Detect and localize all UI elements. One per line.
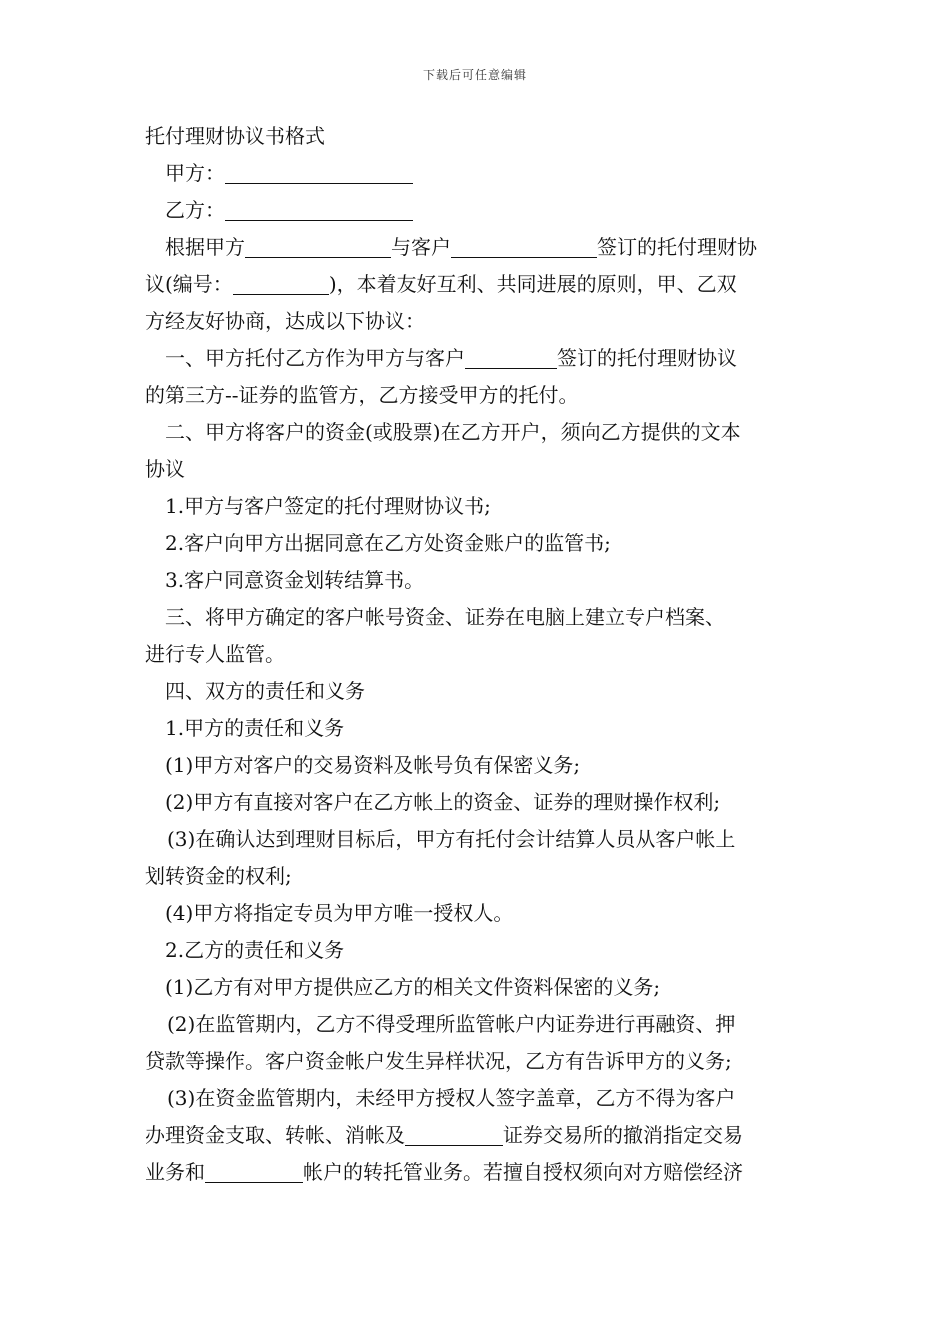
section-4-2-item-2-line-1: (2)在监管期内，乙方不得受理所监管帐户内证券进行再融资、押 bbox=[167, 1012, 736, 1036]
section-4-2-item-1: (1)乙方有对甲方提供应乙方的相关文件资料保密的义务; bbox=[165, 975, 661, 999]
party-b-label: 乙方： bbox=[165, 198, 225, 222]
section-4-1-item-1: (1)甲方对客户的交易资料及帐号负有保密义务; bbox=[165, 753, 581, 777]
section-3-line-1: 三、将甲方确定的客户帐号资金、证券在电脑上建立专户档案、 bbox=[165, 605, 725, 629]
text-segment: 证券交易所的撤消指定交易 bbox=[503, 1123, 743, 1147]
section-4-1-item-4: (4)甲方将指定专员为甲方唯一授权人。 bbox=[165, 901, 514, 925]
party-a-name-blank bbox=[245, 235, 391, 258]
text-segment: 根据甲方 bbox=[165, 235, 245, 259]
section-4-1-item-3-line-2: 划转资金的权利; bbox=[145, 864, 292, 888]
section-4-heading: 四、双方的责任和义务 bbox=[165, 679, 365, 703]
party-a-label: 甲方： bbox=[165, 161, 225, 185]
client-blank bbox=[465, 346, 557, 369]
account-blank bbox=[205, 1160, 303, 1183]
party-a-line bbox=[145, 155, 810, 192]
section-2-item-2: 2.客户向甲方出据同意在乙方处资金账户的监管书; bbox=[165, 531, 611, 555]
section-1-line-2: 的第三方--证券的监管方，乙方接受甲方的托付。 bbox=[145, 383, 579, 407]
text-segment: 办理资金支取、转帐、消帐及 bbox=[145, 1123, 405, 1147]
section-4-2-item-3-line-1: (3)在资金监管期内，未经甲方授权人签字盖章，乙方不得为客户 bbox=[167, 1086, 736, 1110]
doc-title: 托付理财协议书格式 bbox=[145, 124, 325, 148]
paragraph-intro-line-2 bbox=[145, 266, 810, 303]
section-4-1-item-2: (2)甲方有直接对客户在乙方帐上的资金、证券的理财操作权利; bbox=[165, 790, 721, 814]
section-2-item-1: 1.甲方与客户签定的托付理财协议书; bbox=[165, 494, 491, 518]
text-segment: 与客户 bbox=[391, 235, 451, 259]
section-2-line-2: 协议 bbox=[145, 457, 185, 481]
section-2-line-1: 二、甲方将客户的资金(或股票)在乙方开户，须向乙方提供的文本 bbox=[165, 420, 741, 444]
section-4-2-item-3-line-3 bbox=[145, 1154, 810, 1191]
section-3-line-2: 进行专人监管。 bbox=[145, 642, 285, 666]
paragraph-intro-line-1 bbox=[145, 229, 810, 266]
section-4-2-item-2-line-2: 贷款等操作。客户资金帐户发生异样状况，乙方有告诉甲方的义务; bbox=[145, 1049, 732, 1073]
text-segment: 业务和 bbox=[145, 1160, 205, 1184]
agreement-number-blank bbox=[233, 272, 329, 295]
client-name-blank bbox=[451, 235, 597, 258]
section-4-2-heading: 2.乙方的责任和义务 bbox=[165, 938, 345, 962]
section-2-item-3: 3.客户同意资金划转结算书。 bbox=[165, 568, 425, 592]
party-a-blank bbox=[225, 161, 413, 184]
section-4-1-item-3-line-1: (3)在确认达到理财目标后，甲方有托付会计结算人员从客户帐上 bbox=[167, 827, 736, 851]
section-1-line-1 bbox=[145, 340, 810, 377]
party-b-blank bbox=[225, 198, 413, 221]
page-header: 下载后可任意编辑 bbox=[422, 68, 527, 82]
text-segment: 一、甲方托付乙方作为甲方与客户 bbox=[165, 346, 465, 370]
exchange-blank bbox=[405, 1123, 503, 1146]
section-4-2-item-3-line-2 bbox=[145, 1117, 810, 1154]
paragraph-intro-line-3: 方经友好协商，达成以下协议： bbox=[145, 309, 425, 333]
document-body bbox=[145, 118, 810, 1191]
text-segment: 帐户的转托管业务。若擅自授权须向对方赔偿经济 bbox=[303, 1160, 743, 1184]
party-b-line bbox=[145, 192, 810, 229]
text-segment: )，本着友好互利、共同进展的原则，甲、乙双 bbox=[328, 272, 737, 296]
text-segment: 议(编号： bbox=[145, 272, 233, 296]
text-segment: 签订的托付理财协议 bbox=[557, 346, 737, 370]
text-segment: 签订的托付理财协 bbox=[597, 235, 757, 259]
section-4-1-heading: 1.甲方的责任和义务 bbox=[165, 716, 345, 740]
